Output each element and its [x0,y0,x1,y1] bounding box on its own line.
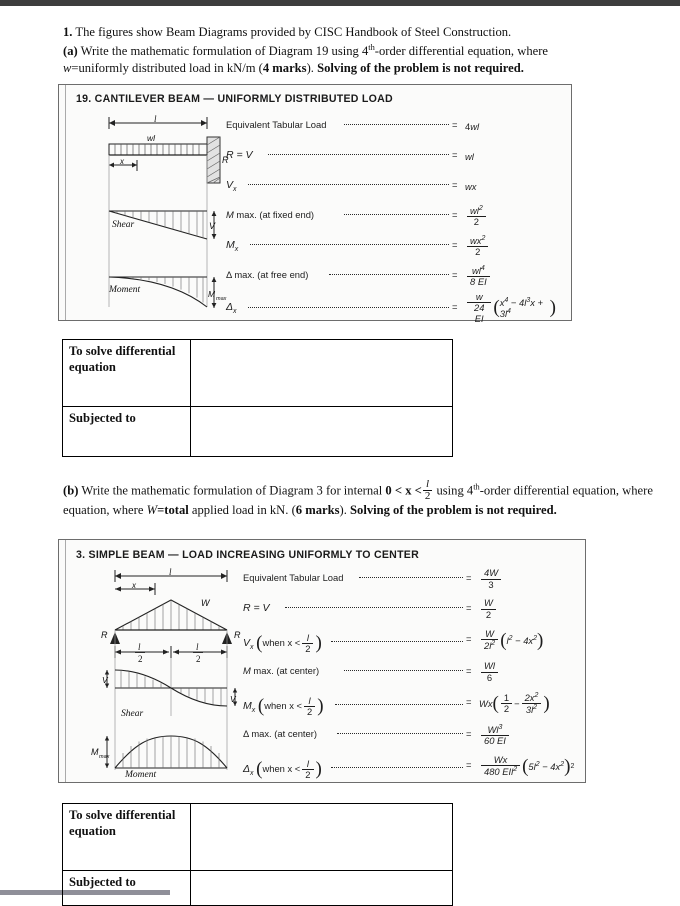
svg-text:R: R [222,155,229,165]
diagram-3-figure [83,566,258,778]
part-a-text-2: -order differential equation, where [374,44,548,59]
part-b-text-cont: equation, where [63,503,147,518]
equals-sign: = [452,239,458,250]
equals-sign: = [466,602,472,613]
part-b-text-1: Write the mathematic formulation of Diagram 3 for internal [81,483,386,498]
part-b-note: Solving of the problem is not required. [350,503,557,518]
leader-dots [331,640,463,642]
formula-label: R = V [226,149,253,161]
formula-label: M max. (at fixed end) [226,209,315,220]
leader-dots [344,669,463,671]
formula-value: 4 wl [465,120,480,132]
svg-text:V: V [230,694,236,704]
equals-sign: = [452,149,458,160]
part-a-text-5: ). [306,61,318,75]
equals-sign: = [466,728,472,739]
row-label-to-solve: To solve differential equation [63,804,191,871]
question-number: 1. [63,25,73,39]
formula-label: $\Delta_x$ (when x < $\frac{l}{2}$ ) [243,758,322,781]
svg-text:Moment: Moment [109,285,141,295]
question-stem: The figures show Beam Diagrams provided by CISC Handbook of Steel Construction. [75,25,512,39]
formula-row [243,687,583,720]
answer-table-b [62,803,453,906]
equals-sign: = [452,179,458,190]
diagram-3-formulas [243,564,583,783]
document-page [0,6,680,895]
leader-dots [248,306,449,308]
leader-dots [250,243,449,245]
panel-inner-edge [65,85,66,320]
equals-sign: = [466,572,472,583]
formula-value: 4W 3 [479,564,503,594]
formula-row [226,231,556,261]
formula-value: W 2 [479,594,498,624]
formula-label: $\Delta_x$ [226,301,237,316]
fraction-denominator: 2 [424,490,431,503]
equals-sign: = [452,209,458,220]
row-label-subjected-to: Subjected to [63,871,191,906]
formula-row [243,594,583,624]
formula-value: $wl^2$ 2 [465,201,488,231]
svg-text:x: x [132,581,136,590]
row-label-to-solve: To solve differential equation [63,340,191,407]
part-b-fraction [423,479,433,502]
part-a-marker: (a) [63,44,78,59]
leader-dots [335,703,463,705]
part-a-superscript: th [368,43,375,53]
panel-inner-edge [65,540,66,782]
formula-row [226,201,556,231]
row-value-subjected-to[interactable] [191,407,453,457]
formula-value: $wx^2$ 2 [465,231,490,261]
part-b-marks: 6 marks [295,503,340,518]
diagram-19-panel [58,84,572,324]
part-b-superscript: th [473,482,480,492]
svg-text:l: l [169,567,172,577]
equals-sign: = [466,759,472,770]
diagram-3-panel [58,539,586,783]
formula-value: Wl$^3$ 60 EI [479,720,511,750]
part-a-text-1: Write the mathematic formulation of Diagram 19 using 4 [80,44,369,59]
leader-dots [344,123,449,125]
part-a-symbol-w: w [63,61,72,75]
svg-text:x: x [120,157,124,166]
part-b-text-7: ). [339,503,351,518]
svg-text:2: 2 [138,654,143,664]
diagram-3-title: 3. SIMPLE BEAM — LOAD INCREASING UNIFORMLY TO CENTER [76,549,420,561]
formula-row [226,111,556,141]
formula-value: wl [465,150,474,162]
part-a-note: Solving of the problem is not required. [317,61,524,75]
equals-sign: = [452,119,458,130]
table-row [63,871,453,906]
formula-row [243,750,583,783]
diagram-19-figure [81,111,241,316]
table-row [63,340,453,407]
diagram-19-title: 19. CANTILEVER BEAM — UNIFORMLY DISTRIBUTED LOAD [76,93,393,105]
part-b-text-6: applied load in kN. ( [188,503,296,518]
row-value-subjected-to[interactable] [191,871,453,906]
svg-text:R: R [101,630,108,640]
part-b-symbol-W: W [146,503,158,518]
formula-value: W $2l^2$ ( $l^2 - 4x^2$ ) [479,624,543,657]
formula-label: $V_x$ [226,179,237,194]
part-a-marks: 4 marks [262,61,307,75]
formula-value: Wx ( 1 2 − $\frac{2x^2}{3l^2}$ ) [479,691,550,716]
formula-label: Equivalent Tabular Load [243,572,344,583]
formula-label: $M_x$ [226,239,239,254]
leader-dots [329,273,449,275]
svg-text:wl: wl [147,133,156,143]
formula-row [243,657,583,687]
diagram-19-formulas [226,111,556,325]
formula-row [243,720,583,750]
leader-dots [337,732,463,734]
svg-text:Moment: Moment [125,770,157,778]
formula-label: Δ max. (at free end) [226,269,309,280]
formula-row [226,261,556,291]
formula-value: wx [465,180,477,192]
svg-text:Shear: Shear [121,709,144,719]
formula-row [226,171,556,201]
svg-text:2: 2 [196,654,201,664]
svg-text:l: l [196,642,199,652]
equals-sign: = [466,633,472,644]
svg-text:M: M [208,289,216,299]
fraction-numerator: l [423,479,433,491]
formula-value: Wl 6 [479,657,500,687]
leader-dots [359,576,463,578]
equals-sign: = [452,301,458,312]
leader-dots [268,153,449,155]
svg-text:W: W [201,598,210,608]
part-b-marker: (b) [63,483,79,498]
row-value-to-solve[interactable] [191,340,453,407]
formula-label: M max. (at center) [243,665,320,676]
row-value-to-solve[interactable] [191,804,453,871]
part-b-inequality: 0 < x < [385,483,422,498]
leader-dots [248,183,449,185]
part-b-text-5: =total [157,503,189,518]
svg-text:max: max [99,754,110,760]
leader-dots [344,213,449,215]
table-row [63,407,453,457]
svg-text:l: l [138,642,141,652]
formula-value: w 24 EI ( $x^4 - 4l^3x + 3l^4$ ) [465,291,556,325]
row-label-subjected-to: Subjected to [63,407,191,457]
part-b-text-3: -order differential equation, where [479,483,653,498]
svg-text:R: R [234,630,241,640]
formula-row [243,564,583,594]
svg-text:V: V [209,221,216,231]
part-a-text-4: =uniformly distributed load in kN/m ( [71,61,263,75]
formula-label: Δ max. (at center) [243,728,317,739]
svg-text:M: M [91,747,99,757]
equals-sign: = [466,665,472,676]
formula-value: $wl^4$ 8 EI [465,261,492,291]
svg-text:Shear: Shear [112,220,135,230]
formula-label: Equivalent Tabular Load [226,119,327,130]
formula-label: $M_x$ (when x < $\frac{l}{2}$ ) [243,695,324,718]
part-b-text-2: using 4 [433,483,474,498]
equals-sign: = [452,269,458,280]
leader-dots [285,606,463,608]
formula-row [226,291,556,325]
answer-table-a [62,339,453,457]
question-part-b-text [63,479,671,519]
question-1-text [63,24,671,76]
formula-value: Wx 480 EIl$^2$ ( $5l^2 - 4x^2$ ) 2 [479,750,574,783]
leader-dots [331,766,463,768]
equals-sign: = [466,696,472,707]
svg-text:max: max [216,296,227,302]
table-row [63,804,453,871]
svg-text:l: l [154,114,157,124]
formula-row [226,141,556,171]
svg-text:V: V [102,675,108,685]
formula-label: R = V [243,602,270,614]
formula-label: $V_x$ (when x < $\frac{l}{2}$ ) [243,632,322,655]
formula-row [243,624,583,657]
